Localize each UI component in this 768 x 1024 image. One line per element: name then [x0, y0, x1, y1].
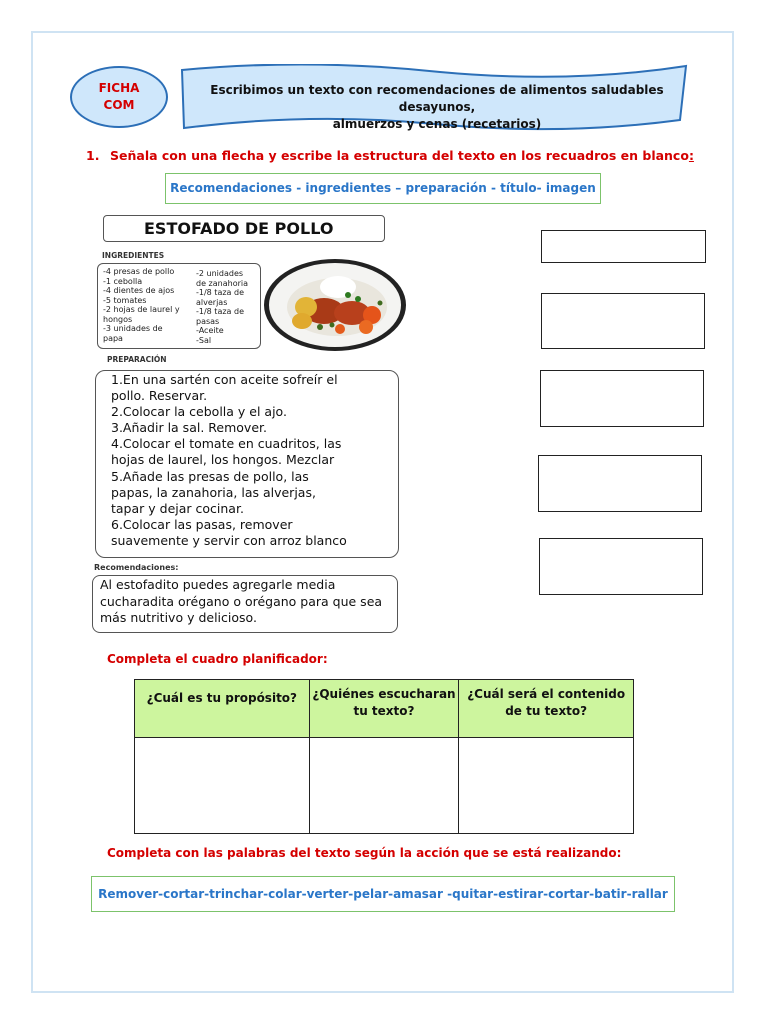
ingredient-item: -1/8 taza de: [196, 288, 244, 297]
ingredient-item: -Sal: [196, 335, 212, 345]
header-line: de tu texto?: [505, 704, 588, 718]
header-line: ¿Cuál es tu propósito?: [146, 691, 298, 705]
header-line: ¿Cuál será el contenido: [467, 687, 626, 701]
banner-line1: Escribimos un texto con recomendaciones de alimentos saludables desayunos,: [210, 83, 664, 114]
step-line: pollo. Reservar.: [111, 388, 208, 404]
planner-cell-purpose[interactable]: [135, 738, 310, 834]
dish-image: [262, 255, 408, 355]
planner-cell-content[interactable]: [459, 738, 634, 834]
recommendation-line: cucharadita orégano o orégano para que sea: [100, 593, 383, 609]
recommendations-text: [100, 577, 395, 627]
header-line: tu texto?: [353, 704, 415, 718]
step-line: tapar y dejar cocinar.: [111, 500, 244, 516]
planner-cell-audience[interactable]: [309, 738, 459, 834]
step-line: 2.Colocar la cebolla y el ajo.: [111, 404, 287, 420]
ingredient-item: -5 tomates: [103, 295, 147, 305]
step-line: suavemente y servir con arroz blanco: [111, 532, 347, 548]
ingredients-list-1: [103, 267, 198, 343]
ingredient-item: -1 cebolla: [103, 276, 143, 286]
planner-header-content: [459, 680, 634, 738]
ficha-badge: [70, 66, 168, 128]
recipe-title: ESTOFADO DE POLLO: [103, 215, 385, 242]
badge-line1: FICHA: [98, 81, 140, 95]
preparation-label: PREPARACIÓN: [107, 355, 167, 364]
banner-line2: almuerzos y cenas (recetarios): [332, 117, 542, 131]
ingredient-item: papa: [103, 333, 123, 343]
step-line: papas, la zanahoria, las alverjas,: [111, 484, 316, 500]
recommendation-line: más nutritivo y delicioso.: [100, 610, 257, 625]
recommendations-label: Recomendaciones:: [94, 563, 179, 572]
badge-line2: COM: [103, 98, 135, 112]
step-line: hojas de laurel, los hongos. Mezclar: [111, 452, 335, 468]
verb-word-bank: Remover-cortar-trinchar-colar-verter-pelar-amasar -quitar-estirar-cortar-batir-rallar: [91, 876, 675, 912]
ingredients-label: INGREDIENTES: [102, 251, 165, 260]
step-line: 5.Añade las presas de pollo, las: [111, 468, 309, 484]
ingredient-item: -4 presas de pollo: [103, 267, 175, 276]
ingredient-item: pasas: [196, 316, 220, 326]
ingredient-item: -Aceite: [196, 326, 224, 335]
ingredient-item: -4 dientes de ajos: [103, 286, 175, 295]
ingredient-item: alverjas: [196, 297, 228, 307]
step-line: 4.Colocar el tomate en cuadritos, las: [111, 436, 342, 452]
question-colon: :: [688, 148, 694, 163]
ingredient-item: -1/8 taza de: [196, 307, 244, 316]
planner-instruction: Completa el cuadro planificador:: [107, 652, 328, 666]
answer-box-4[interactable]: [538, 455, 702, 512]
planner-header-audience: [309, 680, 459, 738]
ingredient-item: -2 unidades: [196, 269, 244, 278]
ingredient-item: -2 hojas de laurel y: [103, 305, 180, 314]
ingredient-item: -3 unidades de: [103, 324, 163, 333]
question-1: [86, 148, 694, 163]
structure-word-bank: Recomendaciones - ingredientes – preparación - título- imagen: [165, 173, 601, 204]
ingredient-item: hongos: [103, 314, 133, 324]
header-line: ¿Quiénes escucharan: [312, 687, 456, 701]
answer-box-3[interactable]: [540, 370, 704, 427]
question-text: Señala con una flecha y escribe la estructura del texto en los recuadros en blanco: [110, 148, 689, 163]
ingredient-item: de zanahoria: [196, 278, 248, 288]
answer-box-1[interactable]: [541, 230, 706, 263]
verbs-instruction: Completa con las palabras del texto según la acción que se está realizando:: [107, 846, 622, 860]
ingredients-list-2: [196, 269, 258, 345]
banner-title: [192, 82, 682, 133]
step-line: 1.En una sartén con aceite sofreír el: [111, 372, 338, 387]
planner-header-purpose: [135, 680, 310, 738]
answer-box-5[interactable]: [539, 538, 703, 595]
step-line: 3.Añadir la sal. Remover.: [111, 420, 267, 436]
planner-table: [134, 679, 634, 834]
question-number: 1.: [86, 148, 100, 163]
step-line: 6.Colocar las pasas, remover: [111, 516, 293, 532]
recommendation-line: Al estofadito puedes agregarle media: [100, 577, 336, 592]
answer-box-2[interactable]: [541, 293, 705, 349]
preparation-steps: [111, 372, 396, 549]
